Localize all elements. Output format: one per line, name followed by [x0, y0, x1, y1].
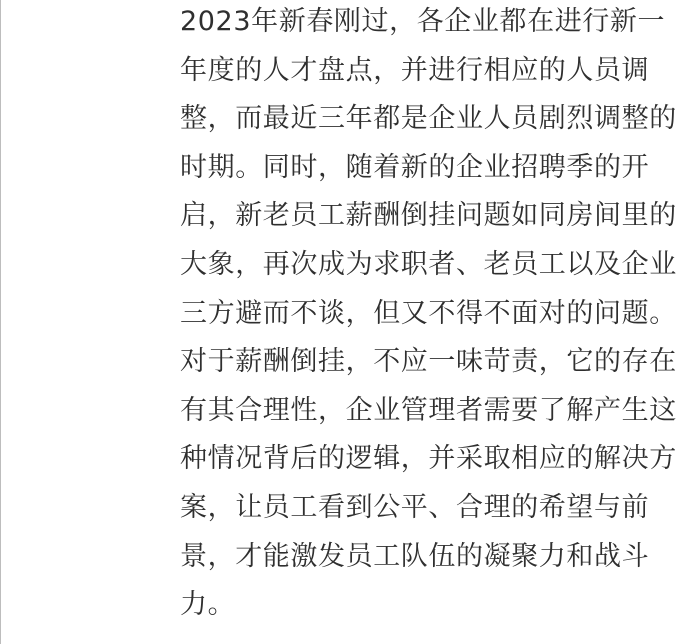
article-line: 三方避而不谈，但又不得不面对的问题。: [180, 297, 677, 329]
article-line: 案，让员工看到公平、合理的希望与前: [180, 491, 650, 523]
article-line: 对于薪酬倒挂，不应一味苛责，它的存在: [180, 346, 677, 378]
article-line: 启，新老员工薪酬倒挂问题如同房间里的: [180, 200, 677, 232]
article-body: [180, 0, 700, 632]
article-line: 整，而最近三年都是企业人员剧烈调整的: [180, 103, 677, 135]
article-line: 时期。同时，随着新的企业招聘季的开: [180, 151, 650, 183]
article-line: 力。: [180, 589, 236, 621]
article-line: 2023年新春刚过，各企业都在进行新一: [180, 6, 666, 37]
article-line: 大象，再次成为求职者、老员工以及企业: [180, 248, 677, 280]
article-line: 景，才能激发员工队伍的凝聚力和战斗: [180, 540, 650, 572]
article-line: 有其合理性，企业管理者需要了解产生这: [180, 394, 677, 426]
article-line: 种情况背后的逻辑，并采取相应的解决方: [180, 443, 677, 475]
article-line: 年度的人才盘点，并进行相应的人员调: [180, 54, 650, 86]
left-edge-rule: [0, 0, 1, 644]
